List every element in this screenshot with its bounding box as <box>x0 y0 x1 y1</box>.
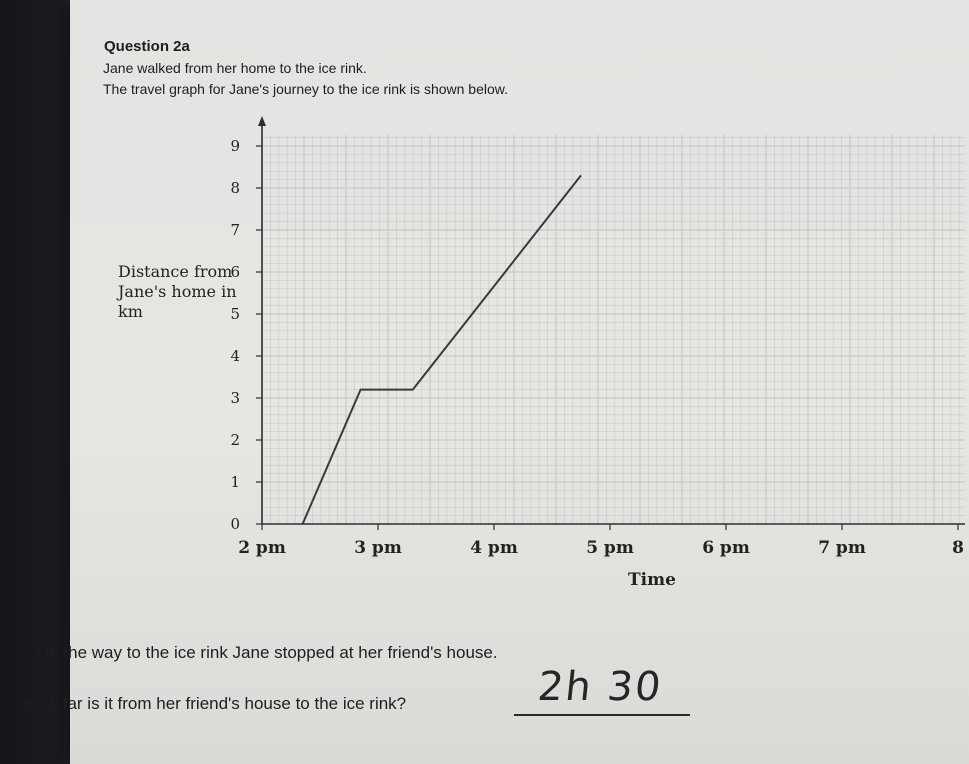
x-tick-label: 7 pm <box>818 538 866 558</box>
chart-grid <box>262 135 965 524</box>
question-title: Question 2a <box>104 38 190 55</box>
y-tick-label: 2 <box>230 431 240 449</box>
intro-line-2: The travel graph for Jane's journey to the ice rink is shown below. <box>103 81 508 97</box>
y-tick-label: 0 <box>230 515 240 533</box>
y-tick-label: 7 <box>230 221 240 239</box>
question-prompt-2: How far is it from her friend's house to the ice rink? <box>24 694 407 713</box>
handwritten-answer: 2h 30 <box>535 664 665 710</box>
x-tick-label: 6 pm <box>702 538 750 558</box>
x-tick-label: 4 pm <box>470 538 518 558</box>
y-tick-label: 9 <box>230 137 240 155</box>
y-tick-label: 8 <box>230 179 240 197</box>
y-tick-label: 6 <box>230 263 240 281</box>
x-tick-label: 2 pm <box>238 538 286 558</box>
x-tick-label: 3 pm <box>354 538 402 558</box>
y-tick-label: 4 <box>230 347 240 365</box>
x-tick-label: 5 pm <box>586 538 634 558</box>
y-tick-label: 3 <box>230 389 240 407</box>
chart-axes <box>258 116 965 524</box>
y-tick-label: 1 <box>230 473 240 491</box>
intro-line-1: Jane walked from her home to the ice rink. <box>103 60 367 76</box>
y-axis-arrowhead <box>258 116 266 126</box>
question-prompt-1: On the way to the ice rink Jane stopped at her friend's house. <box>36 643 498 662</box>
y-tick-label: 5 <box>230 305 240 323</box>
y-axis-label: Distance from Jane's home in km <box>118 262 237 321</box>
x-axis-label: Time <box>628 570 676 590</box>
answer-line <box>514 714 690 716</box>
x-tick-label: 8 <box>952 538 964 558</box>
